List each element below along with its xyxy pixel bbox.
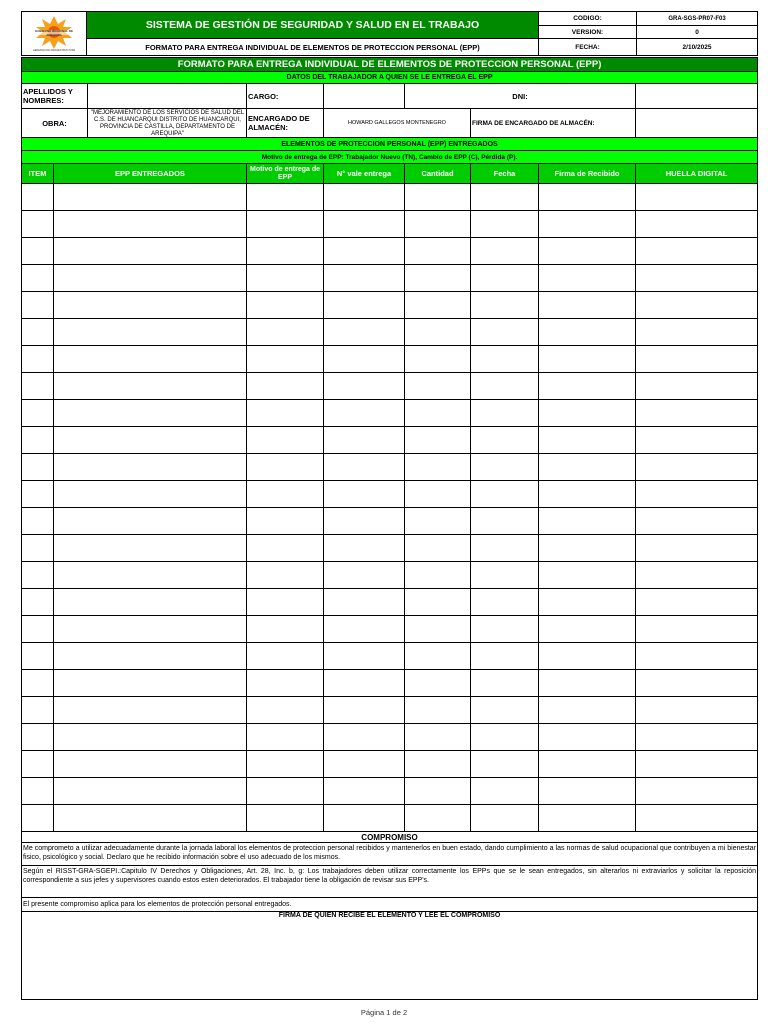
row-cell-huella[interactable] xyxy=(636,184,758,211)
row-cell-vale[interactable] xyxy=(324,319,405,346)
row-cell-cantidad[interactable] xyxy=(405,454,471,481)
col-header-cantidad: Cantidad xyxy=(405,164,471,184)
row-cell-vale[interactable] xyxy=(324,481,405,508)
row-cell-item[interactable] xyxy=(22,265,54,292)
row-cell-huella[interactable] xyxy=(636,562,758,589)
row-cell-motivo[interactable] xyxy=(247,373,324,400)
row-cell-fecha[interactable] xyxy=(471,697,539,724)
row-cell-huella[interactable] xyxy=(636,697,758,724)
table-row xyxy=(22,292,758,319)
row-cell-motivo[interactable] xyxy=(247,724,324,751)
row-cell-cantidad[interactable] xyxy=(405,805,471,832)
row-cell-motivo[interactable] xyxy=(247,346,324,373)
page-footer: Página 1 de 2 xyxy=(360,1008,408,1017)
row-cell-cantidad[interactable] xyxy=(405,211,471,238)
row-cell-firma[interactable] xyxy=(539,643,636,670)
row-cell-huella[interactable] xyxy=(636,670,758,697)
logo-cell xyxy=(22,12,87,56)
row-cell-huella[interactable] xyxy=(636,265,758,292)
row-cell-huella[interactable] xyxy=(636,292,758,319)
row-cell-epp[interactable] xyxy=(54,211,247,238)
row-cell-epp[interactable] xyxy=(54,643,247,670)
row-cell-fecha[interactable] xyxy=(471,616,539,643)
row-cell-firma[interactable] xyxy=(539,454,636,481)
table-row xyxy=(22,805,758,832)
compromiso-paragraph-2: Según el RISST-GRA-SGEPI.:Capitulo IV Derechos y Obligaciones, Art. 28, Inc. b, g: Los trabajadores deben utilizar correctamente los EPPs que se le sean entregados, sin alterarlos ni extraviarlos y solicitar la reposición correspondiente a sus jefes y supervisores cuando estos esten deteriorados. El trabajador tiene la obligación de revisar sus EPP's. xyxy=(22,866,758,898)
row-cell-item[interactable] xyxy=(22,562,54,589)
row-cell-vale[interactable] xyxy=(324,697,405,724)
obra-cell xyxy=(22,109,247,138)
header-table xyxy=(21,11,758,56)
row-cell-epp[interactable] xyxy=(54,373,247,400)
row-cell-motivo[interactable] xyxy=(247,562,324,589)
firma-encargado-field[interactable] xyxy=(636,109,758,138)
row-cell-fecha[interactable] xyxy=(471,319,539,346)
row-cell-firma[interactable] xyxy=(539,238,636,265)
codigo-value: GRA-SGS-PR07-F03 xyxy=(637,12,758,26)
row-cell-cantidad[interactable] xyxy=(405,427,471,454)
row-cell-cantidad[interactable] xyxy=(405,319,471,346)
row-cell-vale[interactable] xyxy=(324,400,405,427)
col-header-item: ITEM xyxy=(22,164,54,184)
table-row xyxy=(22,778,758,805)
row-cell-motivo[interactable] xyxy=(247,697,324,724)
row-cell-firma[interactable] xyxy=(539,778,636,805)
row-cell-fecha[interactable] xyxy=(471,184,539,211)
table-row xyxy=(22,265,758,292)
row-cell-motivo[interactable] xyxy=(247,319,324,346)
row-cell-item[interactable] xyxy=(22,319,54,346)
table-row xyxy=(22,454,758,481)
table-row xyxy=(22,562,758,589)
row-cell-vale[interactable] xyxy=(324,211,405,238)
row-cell-firma[interactable] xyxy=(539,481,636,508)
row-cell-vale[interactable] xyxy=(324,616,405,643)
row-cell-epp[interactable] xyxy=(54,670,247,697)
row-cell-cantidad[interactable] xyxy=(405,778,471,805)
row-cell-motivo[interactable] xyxy=(247,427,324,454)
row-cell-huella[interactable] xyxy=(636,535,758,562)
version-value: 0 xyxy=(637,26,758,39)
row-cell-epp[interactable] xyxy=(54,697,247,724)
main-title: FORMATO PARA ENTREGA INDIVIDUAL DE ELEMENTOS DE PROTECCION PERSONAL (EPP) xyxy=(22,58,758,72)
row-cell-epp[interactable] xyxy=(54,724,247,751)
row-cell-cantidad[interactable] xyxy=(405,508,471,535)
row-cell-huella[interactable] xyxy=(636,589,758,616)
signature-box[interactable] xyxy=(22,912,758,1000)
row-cell-vale[interactable] xyxy=(324,292,405,319)
row-cell-motivo[interactable] xyxy=(247,535,324,562)
row-cell-cantidad[interactable] xyxy=(405,184,471,211)
worker-section-title: DATOS DEL TRABAJADOR A QUIEN SE LE ENTREGA EL EPP xyxy=(22,72,758,84)
row-cell-firma[interactable] xyxy=(539,697,636,724)
row-cell-item[interactable] xyxy=(22,508,54,535)
row-cell-cantidad[interactable] xyxy=(405,751,471,778)
logo-subtext: GERENCIA DE INFRAESTRUCTURA xyxy=(32,49,76,52)
row-cell-huella[interactable] xyxy=(636,211,758,238)
row-cell-firma[interactable] xyxy=(539,508,636,535)
encargado-label: ENCARGADO DE ALMACÉN: xyxy=(247,109,324,138)
row-cell-epp[interactable] xyxy=(54,481,247,508)
row-cell-motivo[interactable] xyxy=(247,508,324,535)
row-cell-huella[interactable] xyxy=(636,805,758,832)
row-cell-fecha[interactable] xyxy=(471,373,539,400)
row-cell-item[interactable] xyxy=(22,400,54,427)
row-cell-item[interactable] xyxy=(22,292,54,319)
row-cell-motivo[interactable] xyxy=(247,643,324,670)
row-cell-huella[interactable] xyxy=(636,751,758,778)
row-cell-item[interactable] xyxy=(22,184,54,211)
row-cell-firma[interactable] xyxy=(539,211,636,238)
row-cell-firma[interactable] xyxy=(539,751,636,778)
col-header-vale: N° vale entrega xyxy=(324,164,405,184)
main-form xyxy=(21,57,758,1000)
table-row xyxy=(22,319,758,346)
table-row xyxy=(22,616,758,643)
row-cell-cantidad[interactable] xyxy=(405,265,471,292)
row-cell-huella[interactable] xyxy=(636,778,758,805)
codigo-label: CODIGO: xyxy=(539,12,637,26)
row-cell-item[interactable] xyxy=(22,670,54,697)
row-cell-cantidad[interactable] xyxy=(405,481,471,508)
row-cell-fecha[interactable] xyxy=(471,508,539,535)
row-cell-epp[interactable] xyxy=(54,346,247,373)
row-cell-huella[interactable] xyxy=(636,373,758,400)
row-cell-cantidad[interactable] xyxy=(405,535,471,562)
row-cell-motivo[interactable] xyxy=(247,751,324,778)
table-row xyxy=(22,751,758,778)
row-cell-item[interactable] xyxy=(22,454,54,481)
row-cell-firma[interactable] xyxy=(539,265,636,292)
row-cell-motivo[interactable] xyxy=(247,265,324,292)
row-cell-firma[interactable] xyxy=(539,589,636,616)
row-cell-huella[interactable] xyxy=(636,481,758,508)
row-cell-epp[interactable] xyxy=(54,778,247,805)
row-cell-vale[interactable] xyxy=(324,454,405,481)
row-cell-vale[interactable] xyxy=(324,805,405,832)
row-cell-fecha[interactable] xyxy=(471,481,539,508)
row-cell-cantidad[interactable] xyxy=(405,670,471,697)
row-cell-motivo[interactable] xyxy=(247,589,324,616)
row-cell-epp[interactable] xyxy=(54,427,247,454)
row-cell-firma[interactable] xyxy=(539,562,636,589)
row-cell-item[interactable] xyxy=(22,616,54,643)
row-cell-huella[interactable] xyxy=(636,643,758,670)
table-row xyxy=(22,589,758,616)
obra-value: "MEJORAMIENTO DE LOS SERVICIOS DE SALUD DEL C.S. DE HUANCARQUI DISTRITO DE HUANCARQUI, PROVINCIA DE CASTILLA, DEPARTAMENTO DE AREQUIPA" xyxy=(87,109,247,138)
row-cell-item[interactable] xyxy=(22,778,54,805)
row-cell-epp[interactable] xyxy=(54,319,247,346)
row-cell-fecha[interactable] xyxy=(471,238,539,265)
row-cell-vale[interactable] xyxy=(324,427,405,454)
row-cell-vale[interactable] xyxy=(324,670,405,697)
row-cell-fecha[interactable] xyxy=(471,643,539,670)
row-cell-vale[interactable] xyxy=(324,724,405,751)
apellidos-field[interactable] xyxy=(87,84,247,109)
row-cell-fecha[interactable] xyxy=(471,535,539,562)
table-row xyxy=(22,481,758,508)
row-cell-epp[interactable] xyxy=(54,292,247,319)
row-cell-motivo[interactable] xyxy=(247,805,324,832)
row-cell-item[interactable] xyxy=(22,481,54,508)
row-cell-epp[interactable] xyxy=(54,265,247,292)
row-cell-fecha[interactable] xyxy=(471,562,539,589)
row-cell-motivo[interactable] xyxy=(247,481,324,508)
row-cell-cantidad[interactable] xyxy=(405,616,471,643)
row-cell-huella[interactable] xyxy=(636,346,758,373)
row-cell-item[interactable] xyxy=(22,751,54,778)
row-cell-item[interactable] xyxy=(22,724,54,751)
table-row xyxy=(22,427,758,454)
row-cell-cantidad[interactable] xyxy=(405,238,471,265)
row-cell-fecha[interactable] xyxy=(471,427,539,454)
dni-label: DNI: xyxy=(405,84,636,109)
row-cell-motivo[interactable] xyxy=(247,400,324,427)
obra-label: OBRA: xyxy=(42,118,67,128)
row-cell-huella[interactable] xyxy=(636,616,758,643)
epp-section-title: ELEMENTOS DE PROTECCION PERSONAL (EPP) ENTREGADOS xyxy=(22,138,758,151)
row-cell-huella[interactable] xyxy=(636,724,758,751)
table-row xyxy=(22,211,758,238)
cargo-field[interactable] xyxy=(324,84,405,109)
row-cell-item[interactable] xyxy=(22,211,54,238)
row-cell-vale[interactable] xyxy=(324,373,405,400)
row-cell-cantidad[interactable] xyxy=(405,292,471,319)
table-row xyxy=(22,346,758,373)
row-cell-item[interactable] xyxy=(22,373,54,400)
encargado-value: HOWARD GALLEGOS MONTENEGRO xyxy=(324,109,471,138)
row-cell-fecha[interactable] xyxy=(471,454,539,481)
row-cell-vale[interactable] xyxy=(324,562,405,589)
row-cell-epp[interactable] xyxy=(54,400,247,427)
apellidos-label xyxy=(22,84,247,109)
row-cell-fecha[interactable] xyxy=(471,724,539,751)
table-row xyxy=(22,697,758,724)
col-header-epp: EPP ENTREGADOS xyxy=(54,164,247,184)
row-cell-vale[interactable] xyxy=(324,265,405,292)
row-cell-firma[interactable] xyxy=(539,292,636,319)
row-cell-cantidad[interactable] xyxy=(405,697,471,724)
row-cell-vale[interactable] xyxy=(324,184,405,211)
epp-rows xyxy=(22,184,758,832)
row-cell-firma[interactable] xyxy=(539,346,636,373)
row-cell-vale[interactable] xyxy=(324,346,405,373)
row-cell-firma[interactable] xyxy=(539,184,636,211)
format-title: FORMATO PARA ENTREGA INDIVIDUAL DE ELEMENTOS DE PROTECCION PERSONAL (EPP) xyxy=(87,39,539,56)
cargo-label: CARGO: xyxy=(247,84,324,109)
table-row xyxy=(22,643,758,670)
row-cell-huella[interactable] xyxy=(636,400,758,427)
row-cell-motivo[interactable] xyxy=(247,778,324,805)
row-cell-epp[interactable] xyxy=(54,238,247,265)
row-cell-vale[interactable] xyxy=(324,643,405,670)
table-row xyxy=(22,508,758,535)
row-cell-firma[interactable] xyxy=(539,427,636,454)
row-cell-motivo[interactable] xyxy=(247,616,324,643)
apellidos-label-text: APELLIDOS Y NOMBRES: xyxy=(23,87,73,105)
col-header-fecha: Fecha xyxy=(471,164,539,184)
row-cell-epp[interactable] xyxy=(54,184,247,211)
row-cell-epp[interactable] xyxy=(54,562,247,589)
row-cell-cantidad[interactable] xyxy=(405,643,471,670)
fecha-label: FECHA: xyxy=(539,39,637,56)
row-cell-motivo[interactable] xyxy=(247,292,324,319)
system-title: SISTEMA DE GESTIÓN DE SEGURIDAD Y SALUD EN EL TRABAJO xyxy=(87,12,539,39)
table-row xyxy=(22,184,758,211)
row-cell-firma[interactable] xyxy=(539,724,636,751)
table-row xyxy=(22,373,758,400)
row-cell-firma[interactable] xyxy=(539,400,636,427)
row-cell-firma[interactable] xyxy=(539,670,636,697)
dni-field[interactable] xyxy=(636,84,758,109)
epp-table-header xyxy=(22,164,758,184)
table-row xyxy=(22,400,758,427)
row-cell-item[interactable] xyxy=(22,427,54,454)
row-cell-fecha[interactable] xyxy=(471,670,539,697)
compromiso-title: COMPROMISO xyxy=(22,832,758,843)
row-cell-epp[interactable] xyxy=(54,616,247,643)
row-cell-vale[interactable] xyxy=(324,535,405,562)
row-cell-epp[interactable] xyxy=(54,535,247,562)
row-cell-huella[interactable] xyxy=(636,427,758,454)
row-cell-fecha[interactable] xyxy=(471,346,539,373)
row-cell-item[interactable] xyxy=(22,589,54,616)
row-cell-fecha[interactable] xyxy=(471,805,539,832)
row-cell-cantidad[interactable] xyxy=(405,724,471,751)
row-cell-firma[interactable] xyxy=(539,535,636,562)
row-cell-cantidad[interactable] xyxy=(405,373,471,400)
fecha-value: 2/10/2025 xyxy=(637,39,758,56)
table-row xyxy=(22,535,758,562)
row-cell-firma[interactable] xyxy=(539,805,636,832)
row-cell-cantidad[interactable] xyxy=(405,589,471,616)
row-cell-item[interactable] xyxy=(22,697,54,724)
motivo-note: Motivo de entrega de EPP: Trabajador Nuevo (TN), Cambio de EPP (C), Pérdida (P). xyxy=(22,151,758,164)
row-cell-motivo[interactable] xyxy=(247,454,324,481)
col-header-motivo: Motivo de entrega de EPP xyxy=(247,164,324,184)
row-cell-fecha[interactable] xyxy=(471,400,539,427)
row-cell-firma[interactable] xyxy=(539,373,636,400)
row-cell-item[interactable] xyxy=(22,535,54,562)
table-row xyxy=(22,724,758,751)
row-cell-fecha[interactable] xyxy=(471,265,539,292)
row-cell-epp[interactable] xyxy=(54,589,247,616)
row-cell-motivo[interactable] xyxy=(247,238,324,265)
row-cell-fecha[interactable] xyxy=(471,589,539,616)
logo-text: GOBIERNO REGIONAL DE AREQUIPA xyxy=(35,29,73,37)
row-cell-vale[interactable] xyxy=(324,508,405,535)
compromiso-paragraph-3: El presente compromiso aplica para los elementos de protección personal entregados. xyxy=(22,898,758,912)
row-cell-huella[interactable] xyxy=(636,508,758,535)
row-cell-epp[interactable] xyxy=(54,508,247,535)
row-cell-cantidad[interactable] xyxy=(405,400,471,427)
row-cell-fecha[interactable] xyxy=(471,778,539,805)
table-row xyxy=(22,670,758,697)
row-cell-vale[interactable] xyxy=(324,589,405,616)
row-cell-fecha[interactable] xyxy=(471,211,539,238)
row-cell-huella[interactable] xyxy=(636,454,758,481)
row-cell-item[interactable] xyxy=(22,643,54,670)
row-cell-huella[interactable] xyxy=(636,238,758,265)
row-cell-item[interactable] xyxy=(22,805,54,832)
row-cell-motivo[interactable] xyxy=(247,184,324,211)
row-cell-firma[interactable] xyxy=(539,616,636,643)
col-header-huella: HUELLA DIGITAL xyxy=(636,164,758,184)
row-cell-motivo[interactable] xyxy=(247,211,324,238)
row-cell-motivo[interactable] xyxy=(247,670,324,697)
row-cell-fecha[interactable] xyxy=(471,292,539,319)
row-cell-item[interactable] xyxy=(22,238,54,265)
compromiso-paragraph-1: Me comprometo a utilizar adecuadamente durante la jornada laboral los elementos de proteccion personal recibidos y mantenerlos en buen estado, dando cumplimiento a las normas de salud ocupacional que contribuyen a mi bienestar fisico, psicológico y social. Declaro que he recibido información sobre el uso adecuado de los mismos. xyxy=(22,843,758,866)
signature-title: FIRMA DE QUIEN RECIBE EL ELEMENTO Y LEE EL COMPROMISO xyxy=(278,912,501,919)
row-cell-fecha[interactable] xyxy=(471,751,539,778)
row-cell-vale[interactable] xyxy=(324,238,405,265)
row-cell-firma[interactable] xyxy=(539,319,636,346)
row-cell-cantidad[interactable] xyxy=(405,562,471,589)
version-label: VERSION: xyxy=(539,26,637,39)
row-cell-vale[interactable] xyxy=(324,751,405,778)
firma-encargado-label: FIRMA DE ENCARGADO DE ALMACÉN: xyxy=(471,109,636,138)
row-cell-epp[interactable] xyxy=(54,805,247,832)
row-cell-vale[interactable] xyxy=(324,778,405,805)
row-cell-item[interactable] xyxy=(22,346,54,373)
row-cell-epp[interactable] xyxy=(54,454,247,481)
row-cell-cantidad[interactable] xyxy=(405,346,471,373)
row-cell-huella[interactable] xyxy=(636,319,758,346)
col-header-firma: Firma de Recibido xyxy=(539,164,636,184)
table-row xyxy=(22,238,758,265)
row-cell-epp[interactable] xyxy=(54,751,247,778)
